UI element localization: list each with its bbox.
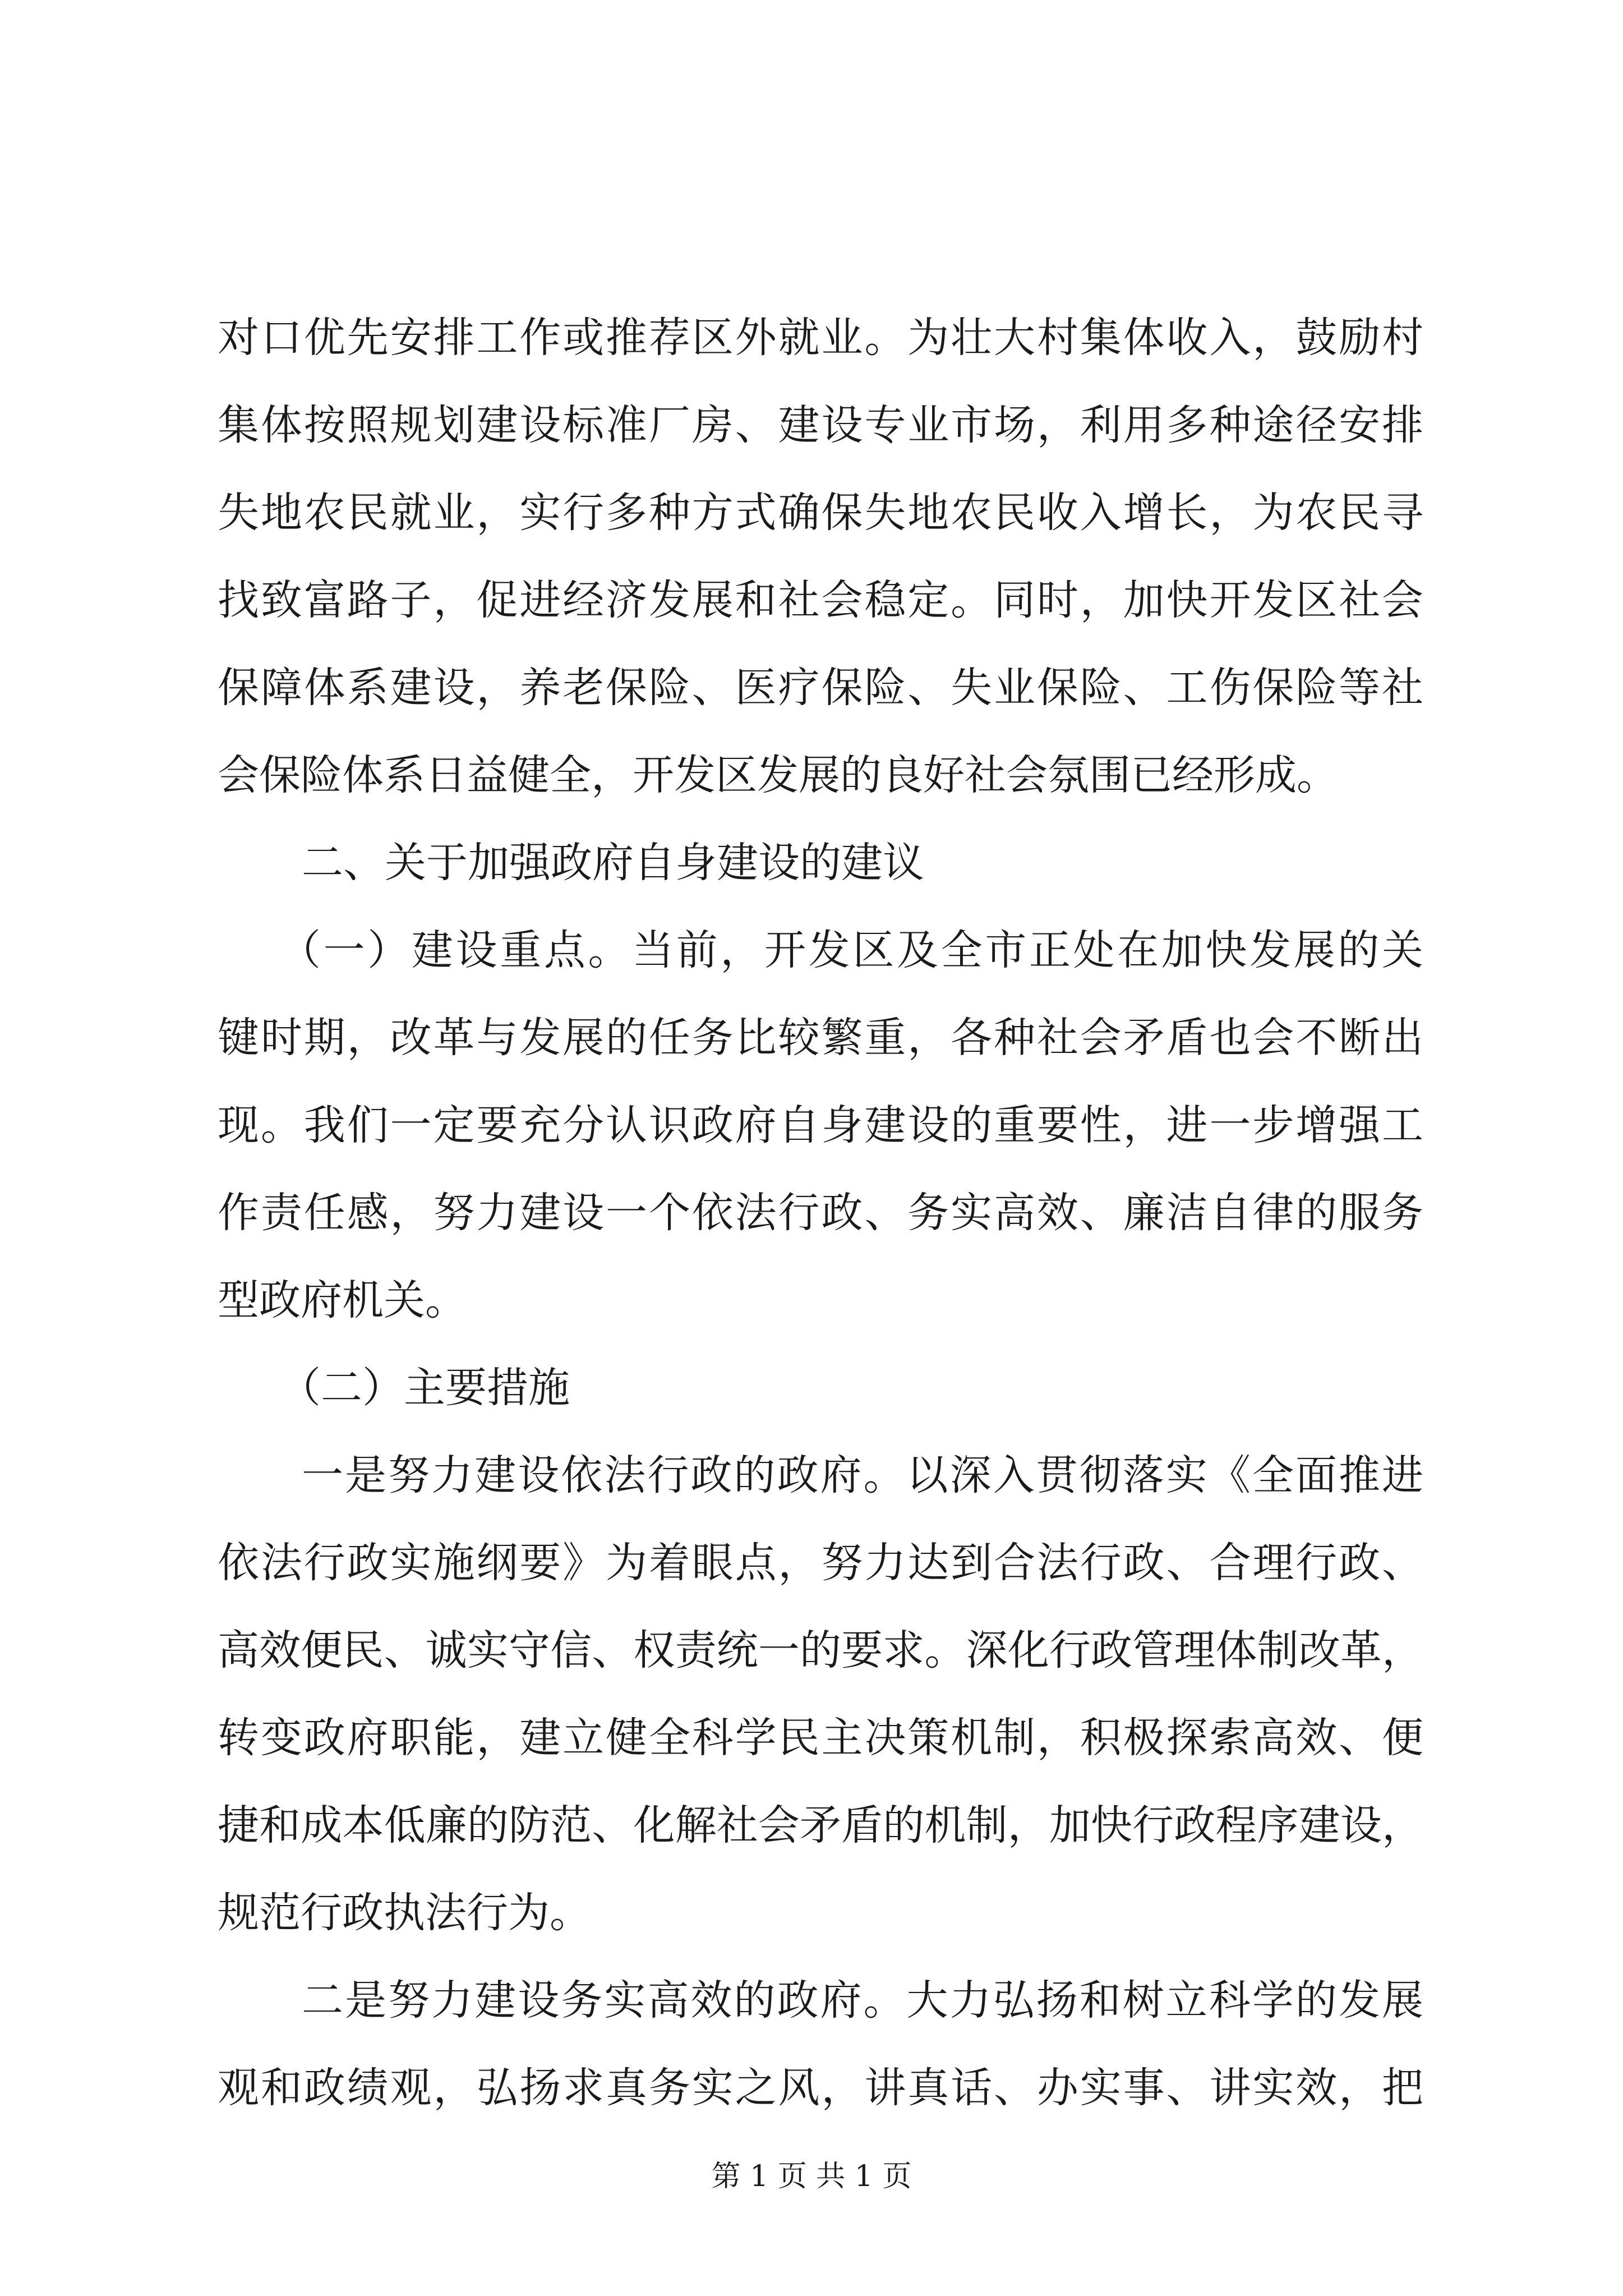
- text-line: 会保险体系日益健全，开发区发展的良好社会氛围已经形成。: [218, 751, 1338, 799]
- section-heading: 二、关于加强政府自身建设的建议: [302, 839, 924, 887]
- text-line: 现。我们一定要充分认识政府自身建设的重要性，进一步增强工: [218, 1101, 1423, 1149]
- text-line: 转变政府职能，建立健全科学民主决策机制，积极探索高效、便: [218, 1714, 1423, 1762]
- text-line: 高效便民、诚实守信、权责统一的要求。深化行政管理体制改革，: [218, 1626, 1423, 1674]
- text-line: 一是努力建设依法行政的政府。以深入贯彻落实《全面推进: [302, 1451, 1423, 1499]
- text-line: 观和政绩观，弘扬求真务实之风，讲真话、办实事、讲实效，把: [218, 2064, 1423, 2112]
- document-body: [218, 294, 1423, 2132]
- text-line: 二是努力建设务实高效的政府。大力弘扬和树立科学的发展: [302, 1976, 1423, 2024]
- subsection-heading: （二）主要措施: [279, 1364, 570, 1412]
- text-line: 保障体系建设，养老保险、医疗保险、失业保险、工伤保险等社: [218, 664, 1423, 712]
- text-line: 对口优先安排工作或推荐区外就业。为壮大村集体收入，鼓励村: [218, 314, 1423, 362]
- text-line: 集体按照规划建设标准厂房、建设专业市场，利用多种途径安排: [218, 401, 1423, 449]
- text-line: 失地农民就业，实行多种方式确保失地农民收入增长，为农民寻: [218, 489, 1423, 537]
- page-number-footer: 第 1 页 共 1 页: [711, 2160, 912, 2193]
- subsection-line: （一）建设重点。当前，开发区及全市正处在加快发展的关: [279, 926, 1423, 974]
- text-line: 依法行政实施纲要》为着眼点，努力达到合法行政、合理行政、: [218, 1539, 1423, 1587]
- text-line: 型政府机关。: [218, 1276, 467, 1324]
- text-line: 键时期，改革与发展的任务比较繁重，各种社会矛盾也会不断出: [218, 1014, 1423, 1062]
- text-line: 捷和成本低廉的防范、化解社会矛盾的机制，加快行政程序建设，: [218, 1801, 1423, 1849]
- text-line: 找致富路子，促进经济发展和社会稳定。同时，加快开发区社会: [218, 576, 1423, 624]
- text-line: 作责任感，努力建设一个依法行政、务实高效、廉洁自律的服务: [218, 1189, 1423, 1237]
- text-line: 规范行政执法行为。: [218, 1889, 591, 1937]
